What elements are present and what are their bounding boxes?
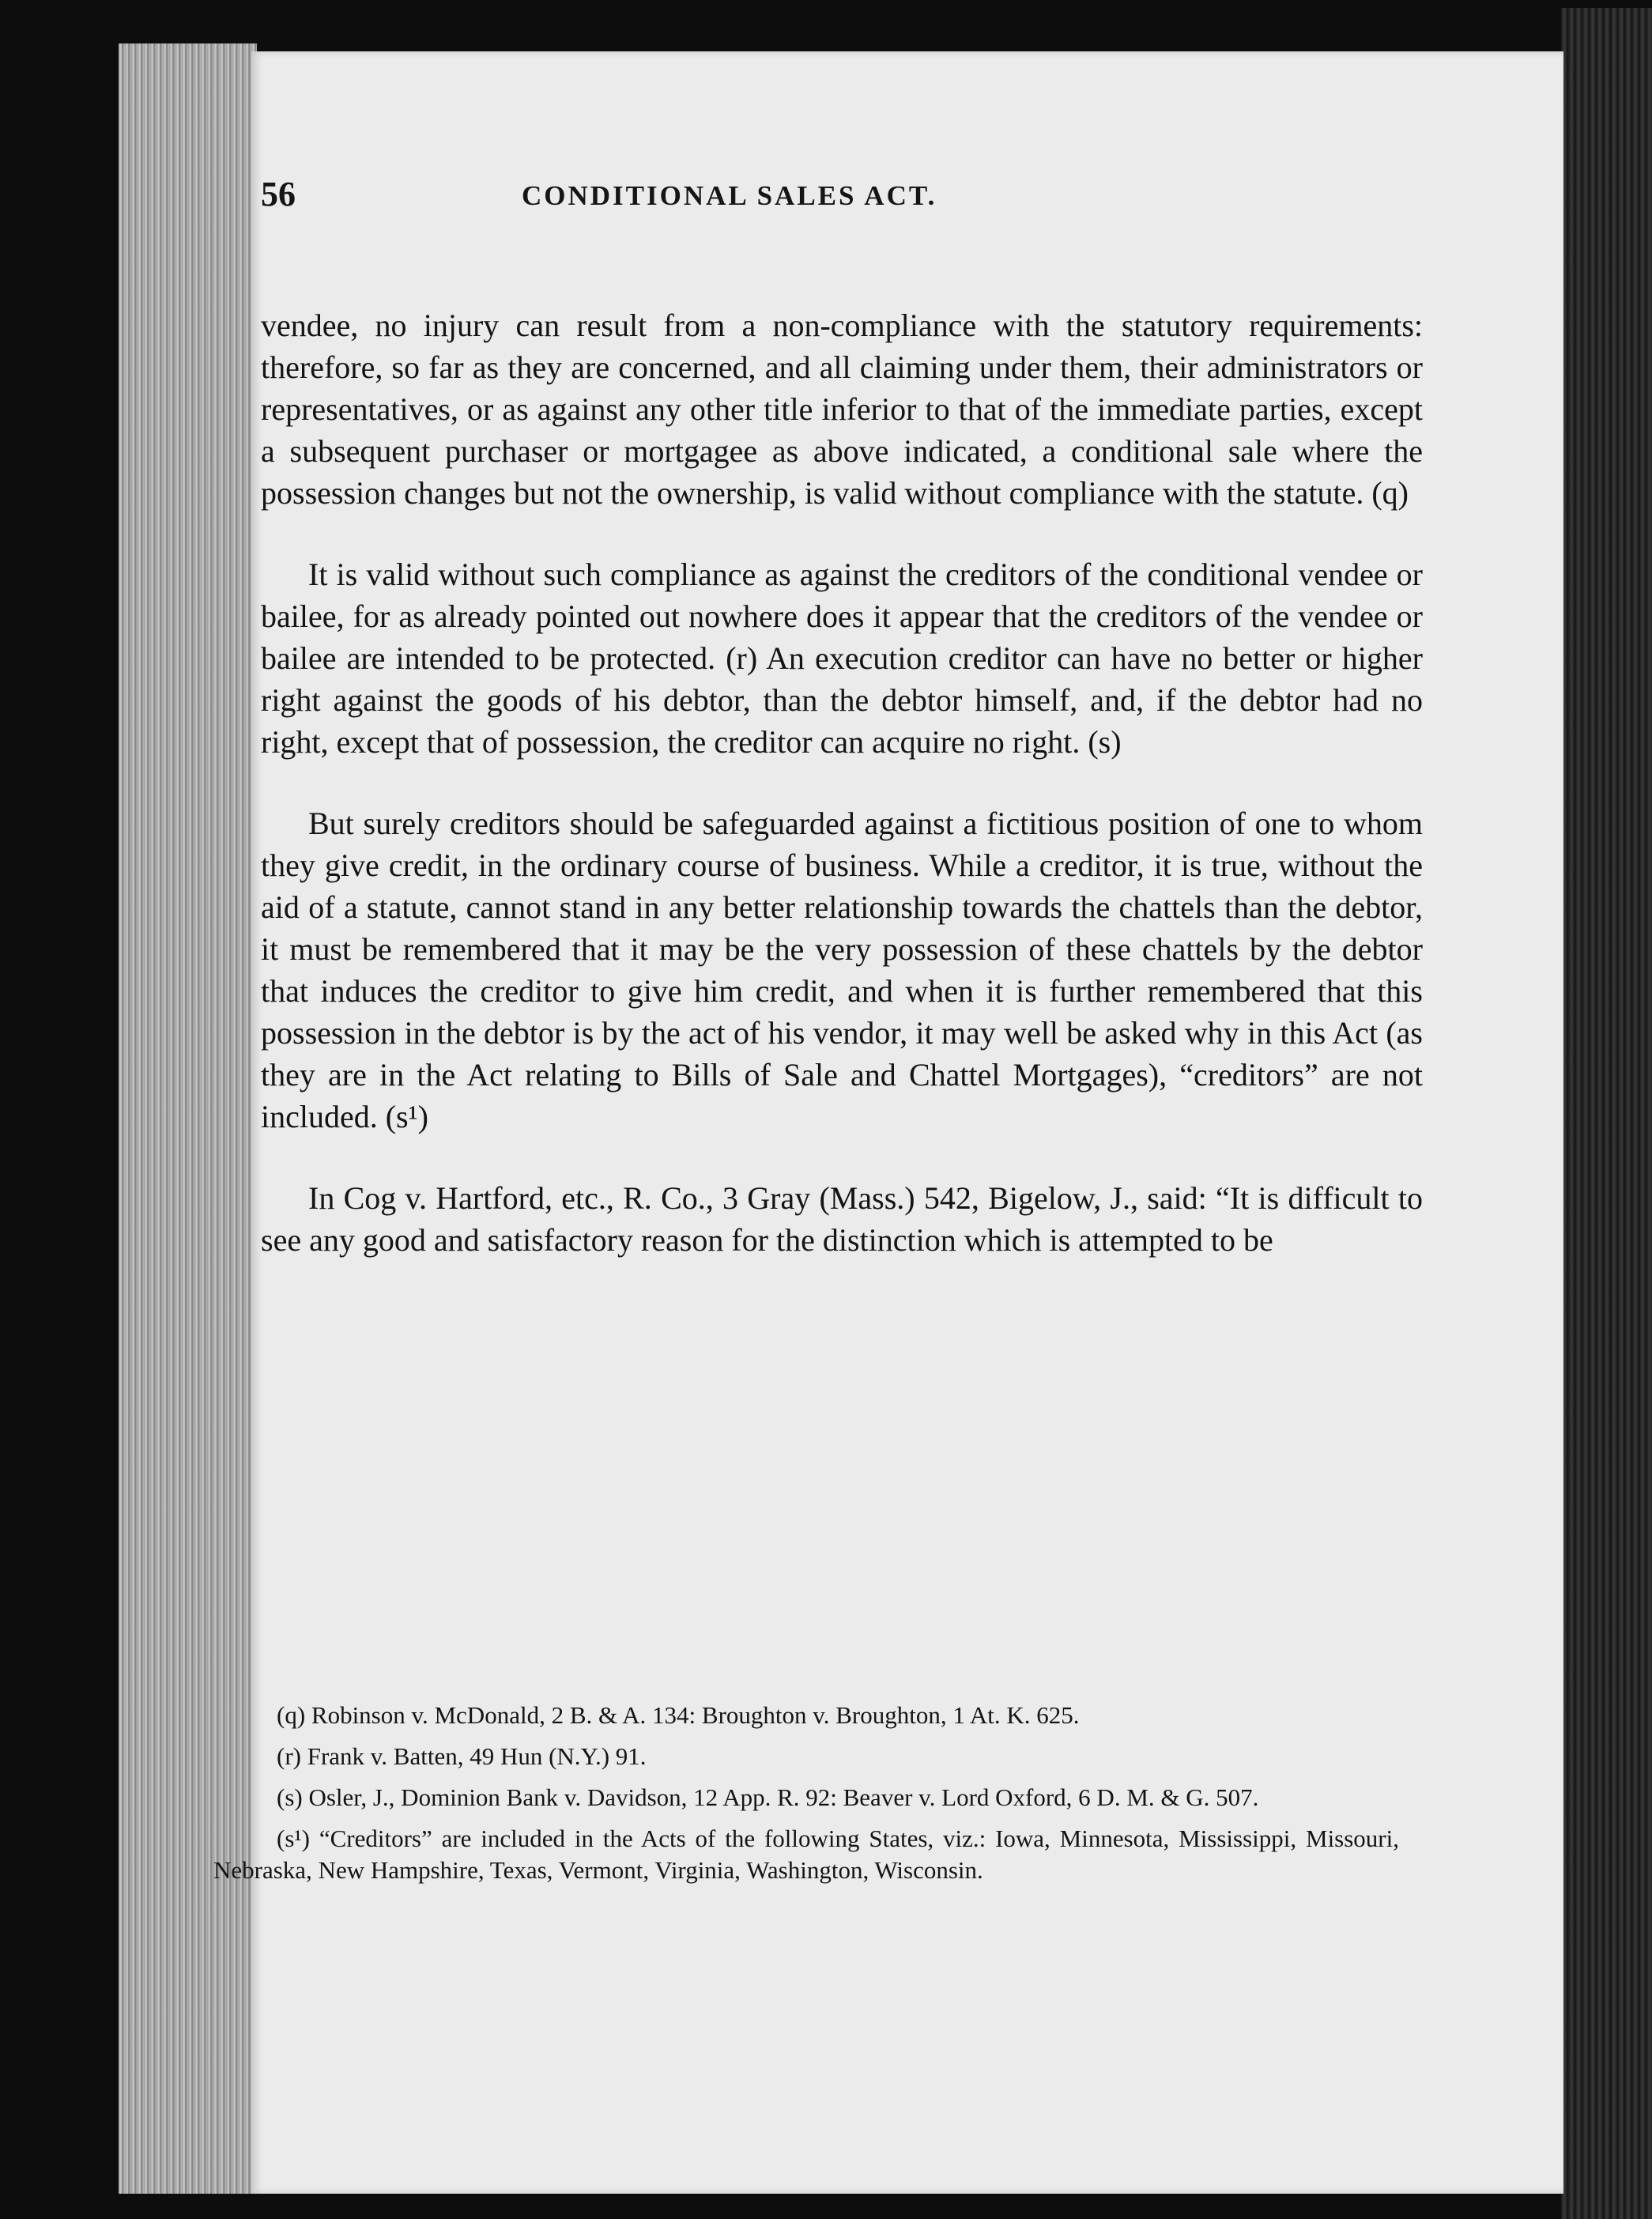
page-header <box>261 174 1415 237</box>
paragraph-4: In Cog v. Hartford, etc., R. Co., 3 Gray (Mass.) 542, Bigelow, J., said: “It is difficult to see any good and satisfactory reason for the distinction which is attempted to be <box>261 1180 1423 1258</box>
book-spine <box>1561 8 1652 2219</box>
footnote-r: (r) Frank v. Batten, 49 Hun (N.Y.) 91. <box>277 1742 647 1770</box>
running-title: CONDITIONAL SALES ACT. <box>522 180 937 211</box>
page-number: 56 <box>261 175 296 213</box>
footnote-q: (q) Robinson v. McDonald, 2 B. & A. 134: Broughton v. Broughton, 1 At. K. 625. <box>277 1701 1080 1729</box>
footnote-s: (s) Osler, J., Dominion Bank v. Davidson, 12 App. R. 92: Beaver v. Lord Oxford, 6 D. M. & G. 507. <box>277 1783 1259 1811</box>
footnote-s1: (s¹) “Creditors” are included in the Acts of the following States, viz.: Iowa, Minnesota, Mississippi, Missouri, Nebraska, New Hampshire, Texas, Vermont, Virginia, Washington, Wisconsin. <box>213 1825 1399 1884</box>
paragraph-1: vendee, no injury can result from a non-compliance with the statutory requirements: therefore, so far as they are concerned, and all claiming under them, their administrators or representatives, or as against any other title inferior to that of the immediate parties, except a subsequent purchaser or mortgagee as above indicated, a conditional sale where the possession changes but not the ownership, is valid without compliance with the statute. (q) <box>261 308 1423 511</box>
body-text <box>261 304 1423 1300</box>
footnotes <box>213 1700 1399 1896</box>
paragraph-2: It is valid without such compliance as against the creditors of the conditional vendee or bailee, for as already pointed out nowhere does it appear that the creditors of the vendee or bailee are intended to be protected. (r) An execution creditor can have no better or higher right against the goods of his debtor, than the debtor himself, and, if the debtor had no right, except that of possession, the creditor can acquire no right. (s) <box>261 557 1423 760</box>
paragraph-3: But surely creditors should be safeguarded against a fictitious position of one to whom they give credit, in the ordinary course of business. While a creditor, it is true, without the aid of a statute, cannot stand in any better relationship towards the chattels than the debtor, it must be remembered that it may be the very possession of these chattels by the debtor that induces the creditor to give him credit, and when it is further remembered that this possession in the debtor is by the act of his vendor, it may well be asked why in this Act (as they are in the Act relating to Bills of Sale and Chattel Mortgages), “creditors” are not included. (s¹) <box>261 806 1423 1134</box>
